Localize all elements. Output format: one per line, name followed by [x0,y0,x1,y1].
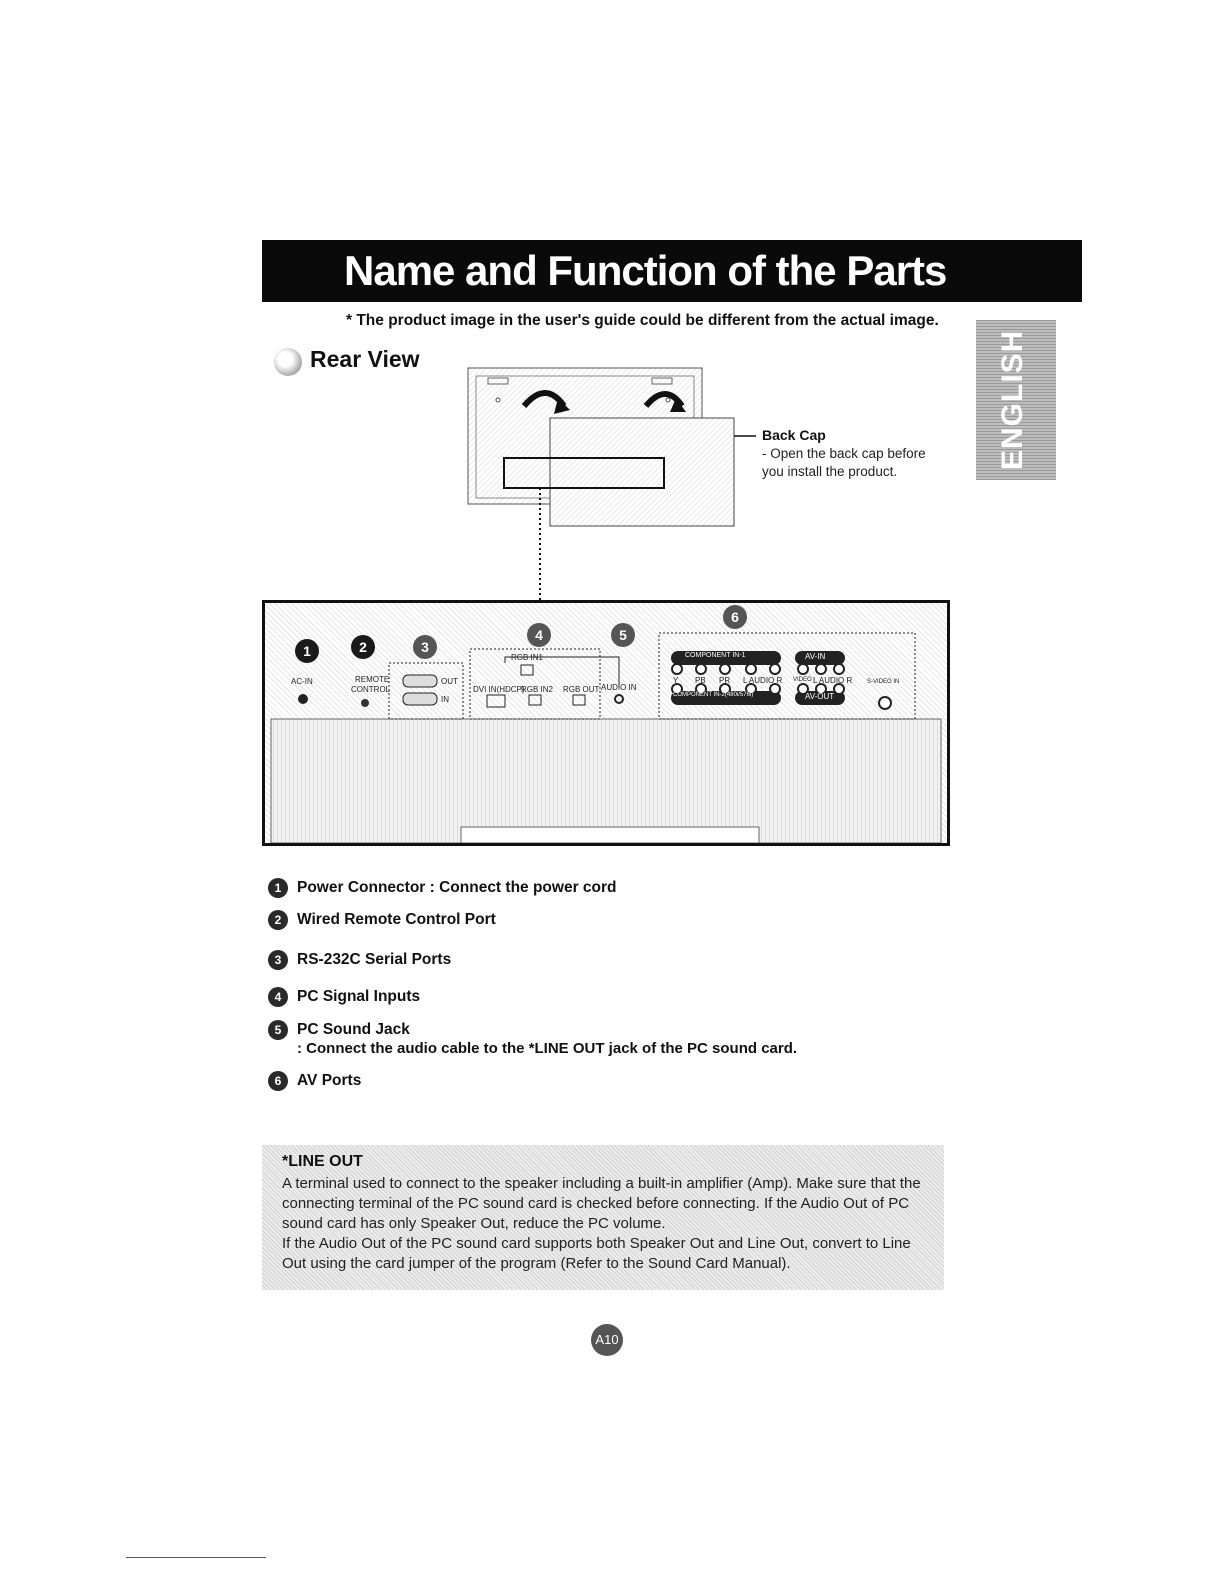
remote-label: REMOTE [355,675,390,684]
rs232c-out-label: OUT [441,677,458,686]
page-title: Name and Function of the Parts [262,240,1082,302]
av-audio-label: L AUDIO R [813,676,853,685]
callout-2: 2 [351,635,375,659]
item-number: 2 [268,910,288,930]
list-item [268,950,451,970]
component-in2-label: COMPONENT IN-2(480i/576i) [673,692,754,698]
pb-label: PB [695,676,706,685]
item-text: Wired Remote Control Port [297,911,496,928]
back-cap-label: Back Cap [762,427,826,443]
ac-in-label: AC-IN [291,677,313,686]
item-number: 4 [268,987,288,1007]
component-audio-label: L AUDIO R [743,676,783,685]
pc-sound-jack-detail: : Connect the audio cable to the *LINE OUT jack of the PC sound card. [297,1040,798,1057]
s-video-in-label: S-VIDEO IN [867,679,900,685]
rs232c-in-label: IN [441,695,449,704]
y-label: Y [673,676,679,685]
item-number: 6 [268,1071,288,1091]
item-text: PC Signal Inputs [297,988,421,1005]
pr-label: PR [719,676,731,685]
rear-panel-diagram [262,600,950,846]
list-item [268,1071,361,1091]
list-item [268,1020,410,1040]
section-bullet-icon [274,348,302,376]
item-text: RS-232C Serial Ports [297,951,452,968]
item-number: 3 [268,950,288,970]
section-title: Rear View [310,346,420,372]
line-out-paragraph-2: If the Audio Out of the PC sound card supports both Speaker Out and Line Out, convert to Line Out using the card jumper of the program (Refer to the Sound Card Manual). [282,1235,911,1272]
item-text: AV Ports [297,1072,362,1089]
language-tab [976,320,1056,480]
item-number: 1 [268,878,288,898]
component-in1-label: COMPONENT IN-1 [685,652,746,659]
item-text: PC Sound Jack [297,1021,410,1038]
list-item [268,910,496,930]
callout-3: 3 [413,635,437,659]
dvi-in-label: DVI IN(HDCP) [473,685,525,694]
line-out-title: *LINE OUT [282,1153,363,1170]
line-out-body [282,1174,922,1274]
audio-in-label: AUDIO IN [601,683,637,692]
list-item [268,987,420,1007]
back-cap-description: - Open the back cap before you install the product. [762,446,926,479]
callout-1: 1 [295,639,319,663]
av-in-label: AV-IN [805,652,826,661]
list-item [268,878,617,898]
video-label: VIDEO [793,677,812,683]
disclaimer-note: * The product image in the user's guide could be different from the actual image. [346,312,939,329]
line-out-paragraph-1: A terminal used to connect to the speaker including a built-in amplifier (Amp). Make sure that the connecting terminal of the PC sound card is checked before connecting. If the Audio Out of PC sound card has only Speaker Out, reduce the PC volume. [282,1175,921,1232]
footer-rule [126,1557,266,1558]
language-tab-label: ENGLISH [996,329,1029,471]
back-cap-illustration [466,366,756,606]
item-text: Power Connector : Connect the power cord [297,879,617,896]
rgb-out-label: RGB OUT [563,685,600,694]
page-number: A10 [591,1324,623,1356]
callout-4: 4 [527,623,551,647]
callout-5: 5 [611,623,635,647]
control-label: CONTROL [351,685,391,694]
rgb-in1-label: RGB IN1 [511,653,544,662]
item-number: 5 [268,1020,288,1040]
av-out-label: AV-OUT [805,692,835,701]
rgb-in2-label: RGB IN2 [521,685,554,694]
callout-6: 6 [723,605,747,629]
